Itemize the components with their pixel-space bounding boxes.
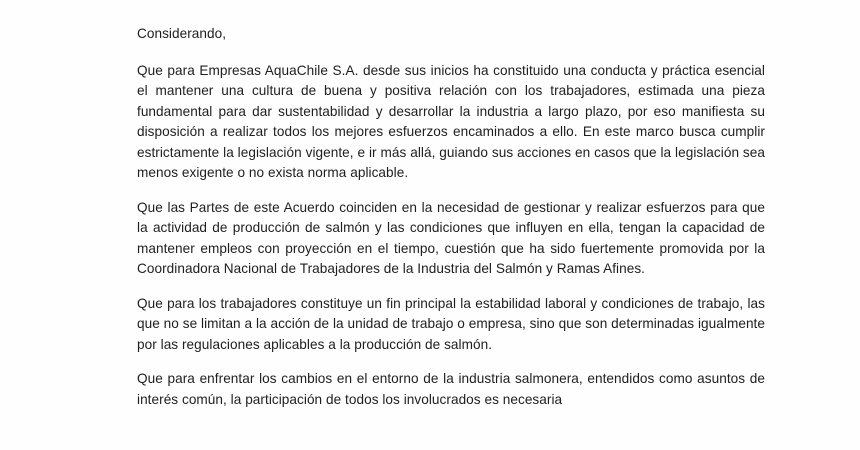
paragraph-1: Que para Empresas AquaChile S.A. desde sus inicios ha constituido una conducta y práctica esencial el mantener una cultura de buena y positiva relación con los trabajadores, estimada una pieza fundamental para dar sustentabilidad y desarrollar la industria a largo plazo, por eso manifiesta su disposición a realizar todos los mejores esfuerzos encaminados a ello. En este marco busca cumplir estrictamente la legislación vigente, e ir más allá, guiando sus acciones en casos que la legislación sea menos exigente o no exista norma aplicable. [137,62,765,180]
document-heading: Considerando, [137,26,227,41]
paragraph-2: Que las Partes de este Acuerdo coinciden en la necesidad de gestionar y realizar esfuerzos para que la actividad de producción de salmón y las condiciones que influyen en ella, tengan la capacidad de mantener empleos con proyección en el tiempo, cuestión que ha sido fuertemente promovida por la Coordinadora Nacional de Trabajadores de la Industria del Salmón y Ramas Afines. [137,199,765,276]
document-body [137,24,765,410]
paragraph-3: Que para los trabajadores constituye un fin principal la estabilidad laboral y condiciones de trabajo, las que no se limitan a la acción de la unidad de trabajo o empresa, sino que son determinadas igualmente por las regulaciones aplicables a la producción de salmón. [137,295,765,352]
paragraph-4: Que para enfrentar los cambios en el entorno de la industria salmonera, entendidos como asuntos de interés común, la participación de todos los involucrados es necesaria [137,371,765,407]
